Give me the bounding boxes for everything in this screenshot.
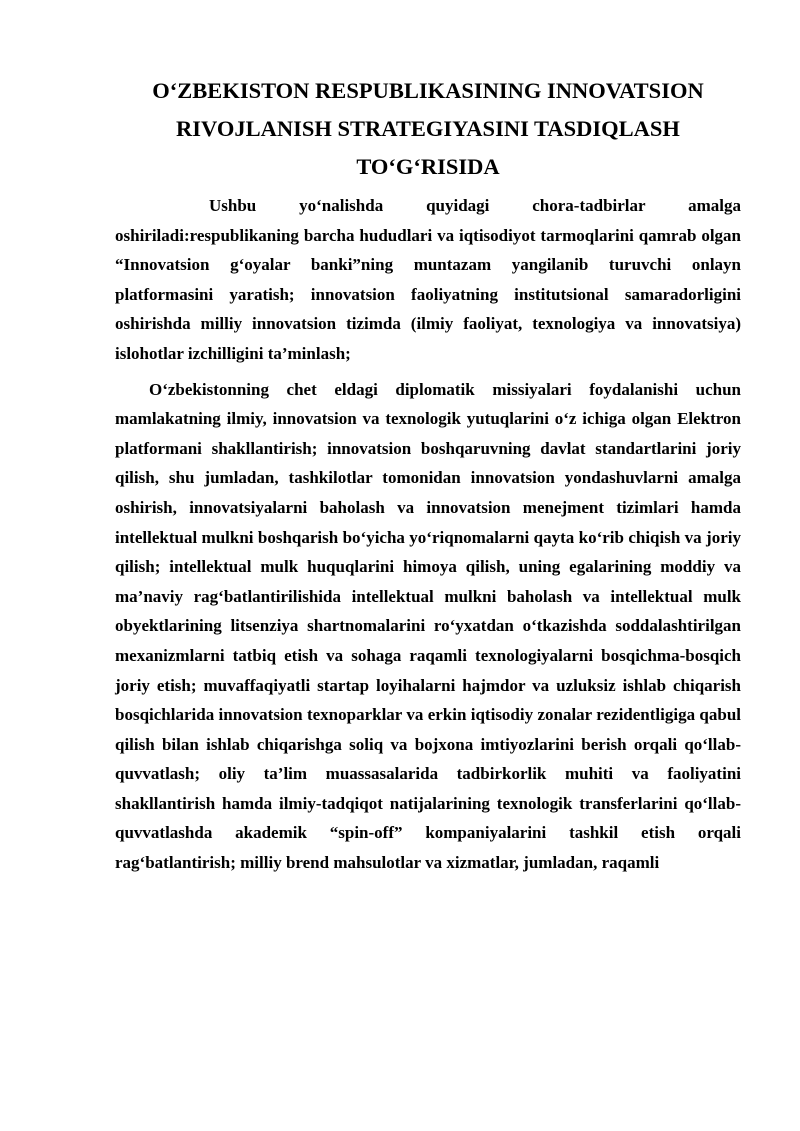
document-body (115, 72, 741, 878)
title-line-3: TO‘G‘RISIDA (356, 154, 500, 179)
title-line-1: O‘ZBEKISTON RESPUBLIKASINING INNOVATSION (152, 78, 704, 103)
document-title (115, 72, 741, 186)
paragraph-1: Ushbu yo‘nalishda quyidagi chora-tadbirlar amalga oshiriladi:respublikaning barcha hududlari va iqtisodiyot tarmoqlarini qamrab olgan “Innovatsion g‘oyalar banki”ning muntazam yangilanib turuvchi onlayn platformasini yaratish; innovatsion faoliyatning institutsional samaradorligini oshirishda milliy innovatsion tizimda (ilmiy faoliyat, texnologiya va innovatsiya) islohotlar izchilligini ta’minlash; (115, 196, 741, 363)
title-line-2: RIVOJLANISH STRATEGIYASINI TASDIQLASH (176, 116, 680, 141)
paragraph-2: O‘zbekistonning chet eldagi diplomatik missiyalari foydalanishi uchun mamlakatning ilmiy, innovatsion va texnologik yutuqlarini o‘z ichiga olgan Elektron platformani shakllantirish; innovatsion boshqaruvning davlat standartlarini joriy qilish, shu jumladan, tashkilotlar tomonidan innovatsion yondashuvlarni amalga oshirish, innovatsiyalarni baholash va innovatsion menejment tizimlari hamda intellektual mulkni boshqarish bo‘yicha yo‘riqnomalarni qayta ko‘rib chiqish va joriy qilish; intellektual mulk huquqlarini himoya qilish, uning egalarining moddiy va ma’naviy rag‘batlantirilishida intellektual mulkni baholash va intellektual mulk obyektlarining litsenziya shartnomalarini ro‘yxatdan o‘tkazishda soddalashtirilgan mexanizmlarni tatbiq etish va sohaga raqamli texnologiyalarni bosqichma-bosqich joriy etish; muvaffaqiyatli startap loyihalarni hajmdor va uzluksiz ishlab chiqarish bosqichlarida innovatsion texnoparklar va erkin iqtisodiy zonalar rezidentligiga qabul qilish bilan ishlab chiqarishga soliq va bojxona imtiyozlarini berish orqali qo‘llab-quvvatlash; oliy ta’lim muassasalarida tadbirkorlik muhiti va faoliyatini shakllantirish hamda ilmiy-tadqiqot natijalarining texnologik transferlarini qo‘llab-quvvatlashda akademik “spin-off” kompaniyalarini tashkil etish orqali rag‘batlantirish; milliy brend mahsulotlar va xizmatlar, jumladan, raqamli (115, 379, 741, 873)
